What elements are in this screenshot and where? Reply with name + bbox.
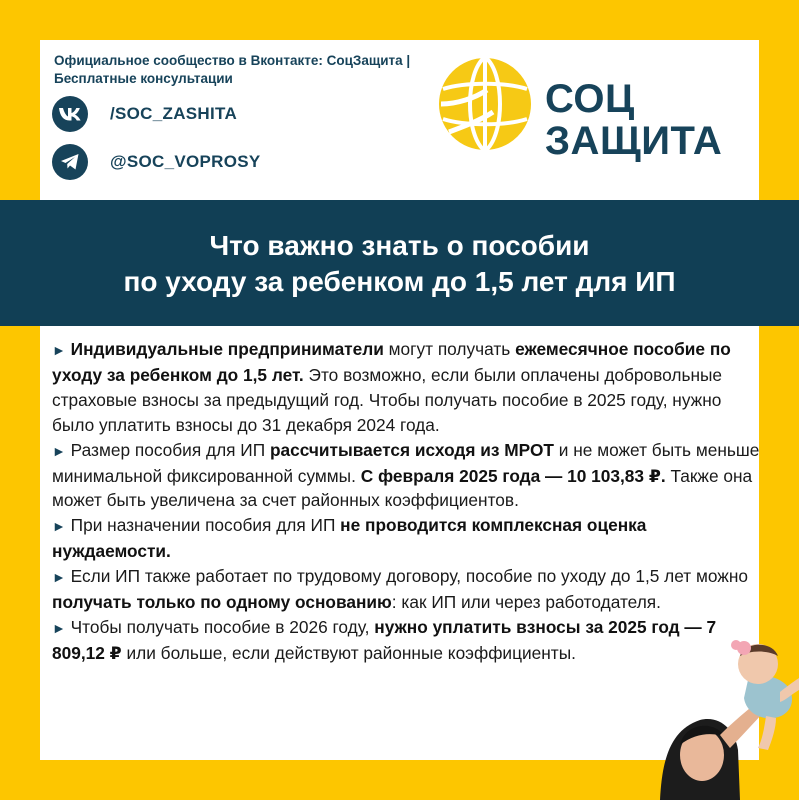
headline-band — [0, 200, 799, 326]
mother-lifting-baby-illustration — [640, 620, 799, 800]
bullet-marker: ► — [52, 619, 66, 636]
brand-logo — [435, 50, 755, 190]
telegram-icon — [52, 144, 88, 180]
page-title: Что важно знать о пособии по уходу за ребенком до 1,5 лет для ИП — [123, 230, 676, 297]
paragraph-benefit-size: ► Размер пособия для ИП рассчитывается исходя из МРОТ и не может быть меньше минимальной фиксированной суммы. С февраля 2025 года — 10 103,83 ₽. Также она может быть увеличена за счет районных коэффициентов. — [52, 439, 760, 511]
telegram-handle[interactable]: @SOC_VOPROSY — [110, 152, 261, 171]
telegram-link[interactable] — [52, 144, 261, 180]
paragraph-2026-contributions: ► Чтобы получать пособие в 2026 году, нужно уплатить взносы за 2025 год — 7 809,12 ₽ или больше, если действуют районные коэффициенты. — [52, 616, 717, 663]
bullet-marker: ► — [52, 518, 66, 535]
vk-link[interactable] — [52, 96, 237, 132]
paragraph-needs-assessment: ► При назначении пособия для ИП не проводится комплексная оценка нуждаемости. — [52, 515, 647, 562]
bullet-marker: ► — [52, 442, 66, 459]
paragraph-self-employed: ► Индивидуальные предприниматели могут получать ежемесячное пособие по уходу за ребенком до 1,5 лет. Это возможно, если были оплачены добровольные страховые взносы за предыдущий год. Чтобы получать пособие в 2025 году, нужно было уплатить взносы до 31 декабря 2024 года. — [52, 339, 731, 435]
globe-logo-icon — [435, 54, 535, 154]
vk-icon — [52, 96, 88, 132]
header-panel — [40, 40, 759, 200]
bullet-marker: ► — [52, 342, 66, 358]
bullet-marker: ► — [52, 569, 66, 586]
vk-handle[interactable]: /SOC_ZASHITA — [110, 104, 238, 123]
brand-name: СОЦ ЗАЩИТА — [545, 77, 723, 163]
paragraph-one-basis: ► Если ИП также работает по трудовому договору, пособие по уходу до 1,5 лет можно получать только по одному основанию: как ИП или через работодателя. — [52, 566, 749, 613]
community-caption: Официальное сообщество в Вконтакте: СоцЗащита | Бесплатные консультации — [54, 53, 411, 86]
content-text — [52, 337, 762, 666]
